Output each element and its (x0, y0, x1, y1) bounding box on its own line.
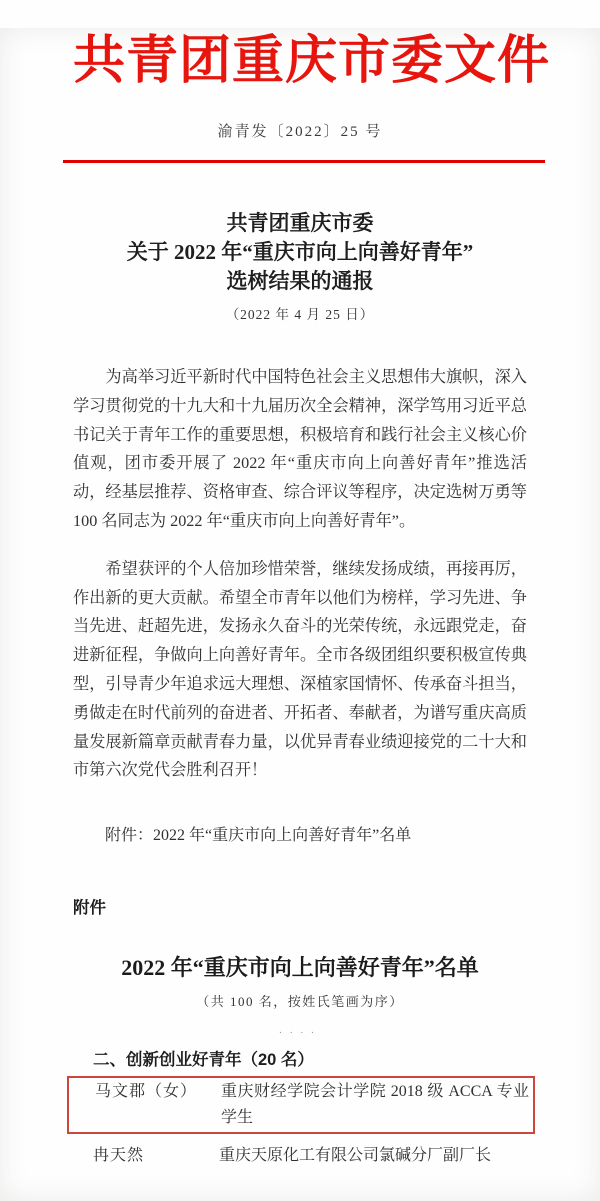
body-paragraph-2: 希望获评的个人倍加珍惜荣誉，继续发扬成绩，再接再厉，作出新的更大贡献。希望全市青年以他们为榜样，学习先进、争当先进、赶超先进，发扬永久奋斗的光荣传统，永远跟党走，奋进新征程，争做向上向善好青年。全市各级团组织要积极宣传典型，引导青少年追求远大理想、深植家国情怀、传承奋斗担当，勇做走在时代前列的奋进者、开拓者、奉献者，为谱写重庆高质量发展新篇章贡献青春力量，以优异青春业绩迎接党的二十大和市第六次党代会胜利召开！ (73, 559, 527, 780)
title-line-1: 共青团重庆市委 (226, 211, 374, 235)
doc-number: 渝青发〔2022〕25 号 (217, 124, 383, 140)
document-title (73, 209, 527, 296)
highlighted-entry-box (67, 1076, 535, 1134)
document-body (73, 363, 527, 785)
list-entry-row (75, 1079, 529, 1131)
red-divider-rule (63, 160, 545, 163)
document-page (0, 28, 600, 1169)
appendix-list-title: 2022 年“重庆市向上向善好青年”名单 (121, 955, 479, 981)
body-paragraph-1: 为高举习近平新时代中国特色社会主义思想伟大旗帜，深入学习贯彻党的十九大和十九届历次全会精神，深学笃用习近平总书记关于青年工作的重要思想，积极培育和践行社会主义核心价值观，团市委开展了 2022 年“重庆市向上向善好青年”推选活动，经基层推荐、资格审查、综合评议等程序，决定选树万勇等 100 名同志为 2022 年“重庆市向上向善好青年”。 (73, 368, 527, 530)
entry-description: 重庆财经学院会计学院 2018 级 ACCA 专业学生 (221, 1083, 529, 1127)
appendix-list-subtitle: （共 100 名，按姓氏笔画为序） (196, 994, 404, 1010)
entry-description: 重庆天原化工有限公司氯碱分厂副厂长 (219, 1147, 492, 1165)
attachment-note: 附件：2022 年“重庆市向上向善好青年”名单 (105, 827, 412, 845)
title-line-2: 关于 2022 年“重庆市向上向善好青年” (126, 240, 474, 264)
list-entry-row (73, 1143, 527, 1169)
appendix-label: 附件 (73, 899, 106, 918)
entry-name: 马文郡（女） (95, 1083, 198, 1101)
entry-name: 冉天然 (93, 1147, 145, 1165)
omitted-content-ellipsis: ···· (278, 1027, 322, 1040)
banner-title: 共青团重庆市委文件 (73, 33, 551, 90)
title-line-3: 选树结果的通报 (226, 269, 374, 293)
date-line: （2022 年 4 月 25 日） (225, 307, 375, 322)
section-heading-innovation: 二、创新创业好青年（20 名） (93, 1051, 314, 1070)
